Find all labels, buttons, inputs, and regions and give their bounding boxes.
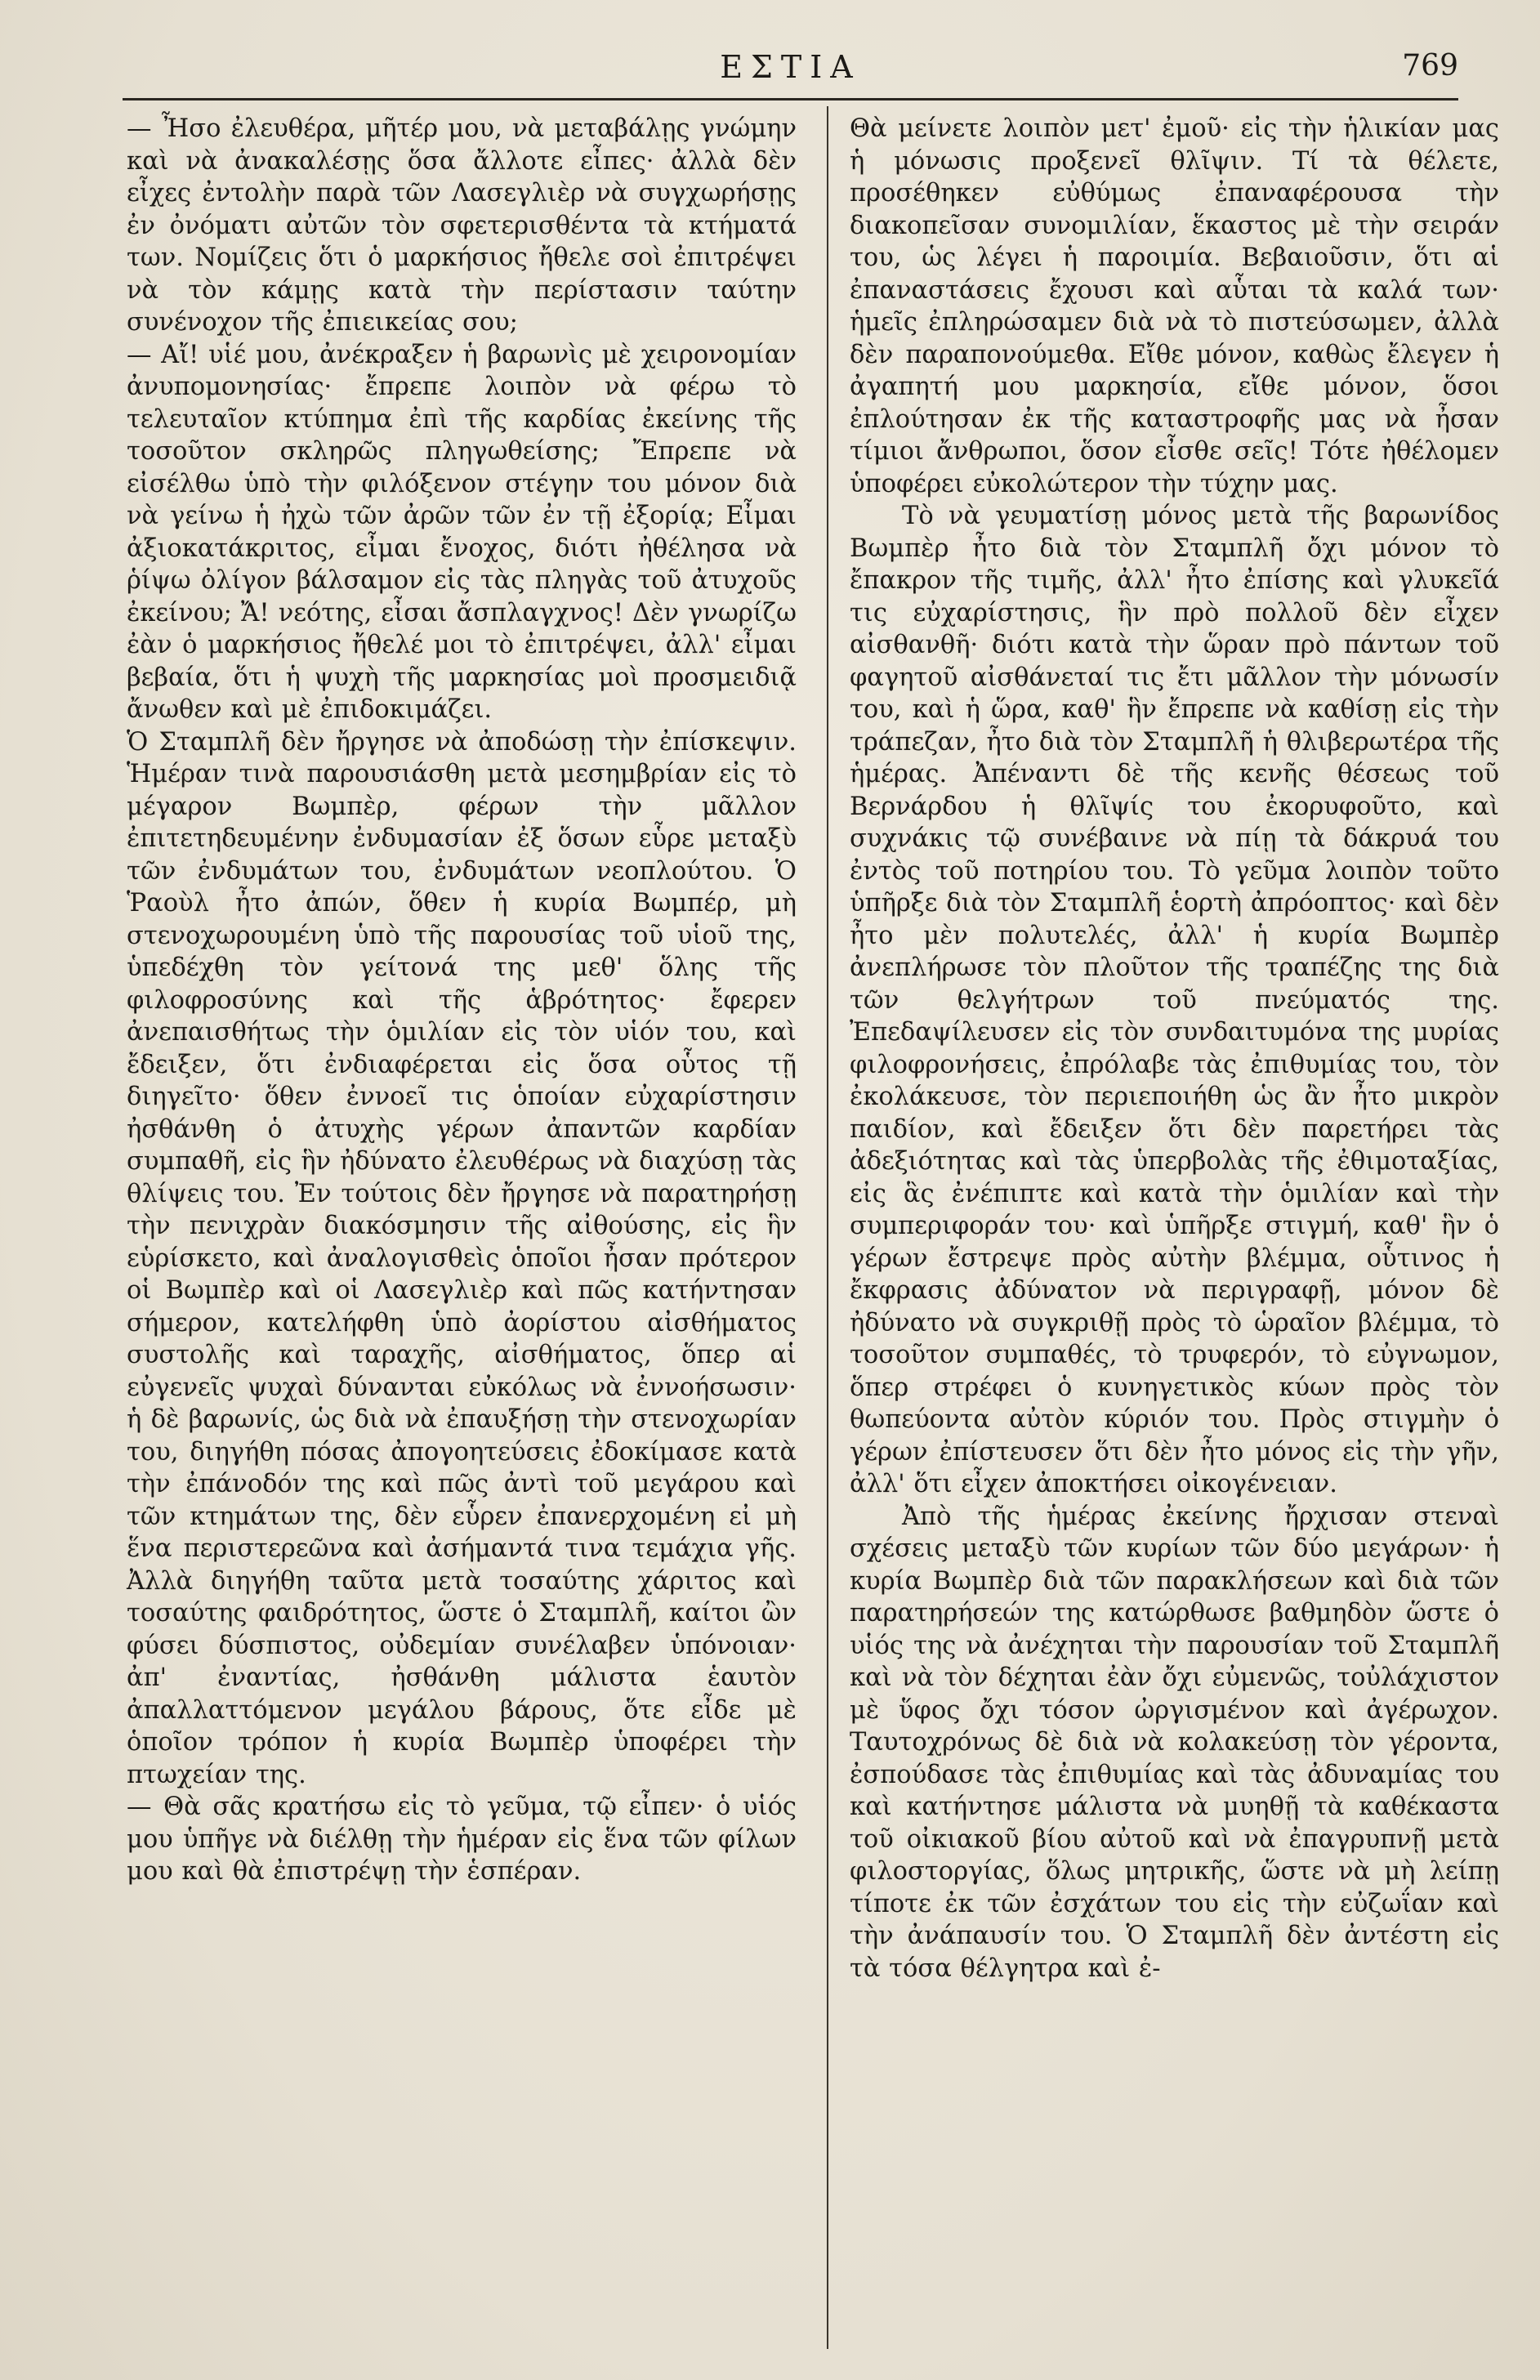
paragraph: Ἀπὸ τῆς ἡμέρας ἐκείνης ἤρχισαν στεναὶ σχέσεις μεταξὺ τῶν κυρίων τῶν δύο μεγάρων· ἡ κυρία Βωμπὲρ διὰ τῶν παρακλήσεων καὶ διὰ τῶν παρατηρήσεών της κατώρθωσε βαθμηδὸν ὥστε ὁ υἱός της νὰ ἀνέχηται τὴν παρουσίαν τοῦ Σταμπλῆ καὶ νὰ τὸν δέχηται ἐὰν ὄχι εὐμενῶς, τοὐλάχιστον μὲ ὕφος ὄχι τόσον ὠργισμένον καὶ ἀγέρωχον. Ταυτοχρόνως δὲ διὰ νὰ κολακεύσῃ τὸν γέροντα, ἐσπούδασε τὰς ἐπιθυμίας καὶ τὰς ἀδυναμίας του καὶ κατήντησε μάλιστα νὰ μυηθῇ τὰ καθέκαστα τοῦ οἰκιακοῦ βίου αὐτοῦ καὶ νὰ ἐπαγρυπνῇ μετὰ φιλοστοργίας, ὅλως μητρικῆς, ὥστε νὰ μὴ λείπῃ τίποτε ἐκ τῶν ἐσχάτων του εἰς τὴν εὐζωΐαν καὶ τὴν ἀνάπαυσίν του. Ὁ Σταμπλῆ δὲν ἀντέστη εἰς τὰ τόσα θέλγητρα καὶ ἐ- bbox=[850, 1502, 1499, 1983]
masthead: ΕΣΤΙΑ bbox=[720, 49, 861, 85]
paragraph: Θὰ μείνετε λοιπὸν μετ' ἐμοῦ· εἰς τὴν ἡλικίαν μας ἡ μόνωσις προξενεῖ θλῖψιν. Τί τὰ θέλετε, προσέθηκεν εὐθύμως ἐπαναφέρουσα τὴν διακοπεῖσαν συνομιλίαν, ἕκαστος μὲ τὴν σειράν του, ὡς λέγει ἡ παροιμία. Βεβαιοῦσιν, ὅτι αἱ ἐπαναστάσεις ἔχουσι καὶ αὗται τὰ καλά των· ἡμεῖς ἐπληρώσαμεν διὰ νὰ τὸ πιστεύσωμεν, ἀλλὰ δὲν παραπονούμεθα. Εἴθε μόνον, καθὼς ἔλεγεν ἡ ἀγαπητή μου μαρκησία, εἴθε μόνον, ὅσοι ἐπλούτησαν ἐκ τῆς καταστροφῆς μας νὰ ἦσαν τίμιοι ἄνθρωποι, ὅσον εἶσθε σεῖς! Τότε ἠθέλομεν ὑποφέρει εὐκολώτερον τὴν τύχην μας. bbox=[850, 114, 1499, 498]
paragraph: Τὸ νὰ γευματίσῃ μόνος μετὰ τῆς βαρωνίδος Βωμπὲρ ἦτο διὰ τὸν Σταμπλῆ ὄχι μόνον τὸ ἔπακρον τῆς τιμῆς, ἀλλ' ἦτο ἐπίσης καὶ γλυκεῖά τις εὐχαρίστησις, ἣν πρὸ πολλοῦ δὲν εἶχεν αἰσθανθῆ· διότι κατὰ τὴν ὥραν πρὸ πάντων τοῦ φαγητοῦ αἰσθάνεταί τις ἔτι μᾶλλον τὴν μόνωσίν του, καὶ ἡ ὥρα, καθ' ἣν ἔπρεπε νὰ καθίσῃ εἰς τὴν τράπεζαν, ἦτο διὰ τὸν Σταμπλῆ ἡ θλιβερωτέρα τῆς ἡμέρας. Ἀπέναντι δὲ τῆς κενῆς θέσεως τοῦ Βερνάρδου ἡ θλῖψίς του ἐκορυφοῦτο, καὶ συχνάκις τῷ συνέβαινε νὰ πίῃ τὰ δάκρυά του ἐντὸς τοῦ ποτηρίου του. Τὸ γεῦμα λοιπὸν τοῦτο ὑπῆρξε διὰ τὸν Σταμπλῆ ἑορτὴ ἀπρόοπτος· καὶ δὲν ἦτο μὲν πολυτελές, ἀλλ' ἡ κυρία Βωμπὲρ ἀνεπλήρωσε τὸν πλοῦτον τῆς τραπέζης της διὰ τῶν θελγήτρων τοῦ πνεύματός της. Ἐπεδαψίλευσεν εἰς τὸν συνδαιτυμόνα της μυρίας φιλοφρονήσεις, ἐπρόλαβε τὰς ἐπιθυμίας του, τὸν ἐκολάκευσε, τὸν περιεποιήθη ὡς ἂν ἦτο μικρὸν παιδίον, καὶ ἔδειξεν ὅτι δὲν παρετήρει τὰς ἀδεξιότητας καὶ τὰς ὑπερβολὰς τῆς ἐθιμοταξίας, εἰς ἃς ἐνέπιπτε καὶ κατὰ τὴν ὁμιλίαν καὶ τὴν συμπεριφοράν του· καὶ ὑπῆρξε στιγμή, καθ' ἣν ὁ γέρων ἔστρεψε πρὸς αὐτὴν βλέμμα, οὗτινος ἡ ἔκφρασις ἀδύνατον νὰ περιγραφῇ, μόνον δὲ ἠδύνατο νὰ συγκριθῇ πρὸς τὸ ὡραῖον βλέμμα, τὸ τοσοῦτον συμπαθές, τὸ τρυφερόν, τὸ εὐγνωμον, ὅπερ στρέφει ὁ κυνηγετικὸς κύων πρὸς τὸν θωπεύοντα αὐτὸν κύριόν του. Πρὸς στιγμὴν ὁ γέρων ἐπίστευσεν ὅτι δὲν ἦτο μόνος εἰς τὴν γῆν, ἀλλ' ὅτι εἶχεν ἀποκτήσει οἰκογένειαν. bbox=[850, 502, 1499, 1498]
paragraph: — Θὰ σᾶς κρατήσω εἰς τὸ γεῦμα, τῷ εἶπεν· ὁ υἱός μου ὑπῆγε νὰ διέλθῃ τὴν ἡμέραν εἰς ἕνα τῶν φίλων μου καὶ θὰ ἐπιστρέψῃ τὴν ἑσπέραν. bbox=[127, 1793, 797, 1886]
paragraph: — Αἴ! υἱέ μου, ἀνέκραξεν ἡ βαρωνὶς μὲ χειρονομίαν ἀνυπομονησίας· ἔπρεπε λοιπὸν νὰ φέρω τὸ τελευταῖον κτύπημα ἐπὶ τῆς καρδίας ἐκείνης τῆς τοσοῦτον σκληρῶς πληγωθείσης; Ἔπρεπε νὰ εἰσέλθω ὑπὸ τὴν φιλόξενον στέγην του μόνον διὰ νὰ γείνω ἡ ἠχὼ τῶν ἀρῶν τῶν ἐν τῇ ἐξορίᾳ; Εἶμαι ἀξιοκατάκριτος, εἶμαι ἔνοχος, διότι ἠθέλησα νὰ ῥίψω ὀλίγον βάλσαμον εἰς τὰς πληγὰς τοῦ ἀτυχοῦς ἐκείνου; Ἄ! νεότης, εἶσαι ἄσπλαγχνος! Δὲν γνωρίζω ἐὰν ὁ μαρκήσιος ἤθελέ μοι τὸ ἐπιτρέψει, ἀλλ' εἶμαι βεβαία, ὅτι ἡ ψυχὴ τῆς μαρκησίας μοὶ προσμειδιᾷ ἄνωθεν καὶ μὲ ἐπιδοκιμάζει. bbox=[127, 340, 797, 724]
page-number: 769 bbox=[1402, 49, 1458, 83]
header-rule bbox=[123, 98, 1458, 100]
paragraph: Ὁ Σταμπλῆ δὲν ἤργησε νὰ ἀποδώσῃ τὴν ἐπίσκεψιν. Ἡμέραν τινὰ παρουσιάσθη μετὰ μεσημβρίαν εἰς τὸ μέγαρον Βωμπὲρ, φέρων τὴν μᾶλλον ἐπιτετηδευμένην ἐνδυμασίαν ἐξ ὅσων εὗρε μεταξὺ τῶν ἐνδυμάτων του, ἐνδυμάτων νεοπλούτου. Ὁ Ῥαοὺλ ἦτο ἀπών, ὅθεν ἡ κυρία Βωμπέρ, μὴ στενοχωρουμένη ὑπὸ τῆς παρουσίας τοῦ υἱοῦ της, ὑπεδέχθη τὸν γείτονά της μεθ' ὅλης τῆς φιλοφροσύνης καὶ τῆς ἁβρότητος· ἔφερεν ἀνεπαισθήτως τὴν ὁμιλίαν εἰς τὸν υἱόν του, καὶ ἔδειξεν, ὅτι ἐνδιαφέρεται εἰς ὅσα οὗτος τῇ διηγεῖτο· ὅθεν ἐννοεῖ τις ὁποίαν εὐχαρίστησιν ἠσθάνθη ὁ ἀτυχὴς γέρων ἀπαντῶν καρδίαν συμπαθῆ, εἰς ἣν ἠδύνατο ἐλευθέρως νὰ διαχύσῃ τὰς θλίψεις του. Ἐν τούτοις δὲν ἤργησε νὰ παρατηρήσῃ τὴν πενιχρὰν διακόσμησιν τῆς αἰθούσης, εἰς ἣν εὑρίσκετο, καὶ ἀναλογισθεὶς ὁποῖοι ἦσαν πρότερον οἱ Βωμπὲρ καὶ οἱ Λασεγλιὲρ καὶ πῶς κατήντησαν σήμερον, κατελήφθη ὑπὸ ἀορίστου αἰσθήματος συστολῆς καὶ ταραχῆς, αἰσθήματος, ὅπερ αἱ εὐγενεῖς ψυχαὶ δύνανται εὐκόλως νὰ ἐννοήσωσιν· ἡ δὲ βαρωνίς, ὡς διὰ νὰ ἐπαυξήσῃ τὴν στενοχωρίαν του, διηγήθη πόσας ἀπογοητεύσεις ἐδοκίμασε κατὰ τὴν ἐπάνοδόν της καὶ πῶς ἀντὶ τοῦ μεγάρου καὶ τῶν κτημάτων της, δὲν εὗρεν ἐπανερχομένη εἰ μὴ ἕνα περιστερεῶνα καὶ ἀσήμαντά τινα τεμάχια γῆς. Ἀλλὰ διηγήθη ταῦτα μετὰ τοσαύτης χάριτος καὶ τοσαύτης φαιδρότητος, ὥστε ὁ Σταμπλῆ, καίτοι ὢν φύσει δύσπιστος, οὐδεμίαν συνέλαβεν ὑπόνοιαν· ἀπ' ἐναντίας, ἠσθάνθη μάλιστα ἑαυτὸν ἀπαλλαττόμενον μεγάλου βάρους, ὅτε εἶδε μὲ ὁποῖον τρόπον ἡ κυρία Βωμπὲρ ὑποφέρει τὴν πτωχείαν της. bbox=[127, 727, 797, 1789]
page-header bbox=[123, 42, 1458, 100]
column-divider bbox=[827, 106, 828, 2349]
left-column bbox=[127, 113, 797, 1888]
right-column bbox=[850, 113, 1499, 1985]
paragraph: — Ἦσο ἐλευθέρα, μῆτέρ μου, νὰ μεταβάλῃς γνώμην καὶ νὰ ἀνακαλέσῃς ὅσα ἄλλοτε εἶπες· ἀλλὰ δὲν εἶχες ἐντολὴν παρὰ τῶν Λασεγλιὲρ νὰ συγχωρήσῃς ἐν ὀνόματι αὐτῶν τὸν σφετερισθέντα τὰ κτήματά των. Νομίζεις ὅτι ὁ μαρκήσιος ἤθελε σοὶ ἐπιτρέψει νὰ τὸν κάμῃς κατὰ τὴν περίστασιν ταύτην συνένοχον τῆς ἐπιεικείας σου; bbox=[127, 114, 797, 337]
